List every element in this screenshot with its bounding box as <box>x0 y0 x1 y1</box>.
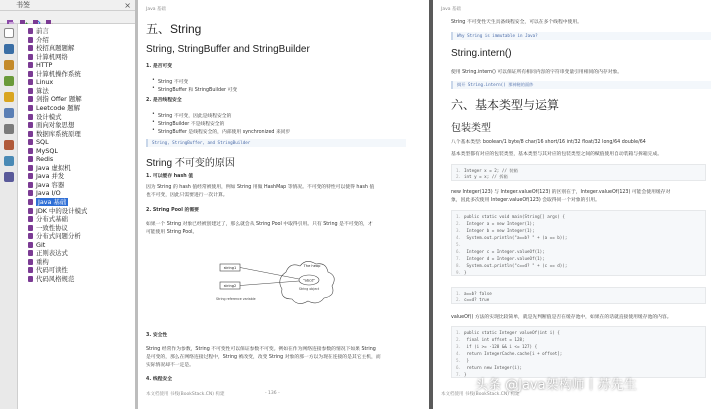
code-line: 3. if (i >= -128 && i <= 127) { <box>456 344 538 349</box>
code-line: 3. Integer b = new Integer(1); <box>456 228 535 233</box>
bookmark-item[interactable] <box>28 130 133 138</box>
bookmark-item[interactable] <box>28 53 133 61</box>
bookmark-item[interactable] <box>28 198 133 206</box>
bookmark-item[interactable] <box>28 164 133 172</box>
layers-icon[interactable] <box>4 60 14 70</box>
bookmark-icon <box>28 225 33 231</box>
bookmark-icon <box>28 156 33 162</box>
bookmark-label: Java 容器 <box>36 180 65 189</box>
string-pool-diagram <box>214 258 349 316</box>
bookmark-label: 代码可读性 <box>36 266 68 275</box>
heap-label: The heap <box>303 264 321 268</box>
bookmark-icon <box>28 28 33 34</box>
page-thumbnails-icon[interactable] <box>4 28 14 38</box>
security-icon[interactable] <box>4 124 14 134</box>
list-item: • StringBuffer 和 StringBuilder 可变 <box>158 86 237 93</box>
tags-icon[interactable] <box>4 156 14 166</box>
paragraph-line: 使用 String.intern() 可以保证所有相同内容的字符串变量引用相同的内存对象。 <box>451 70 623 75</box>
bookmark-label: 计算机操作系统 <box>36 69 81 78</box>
code-line: 4. System.out.println("a==b? " + (a == b)); <box>456 235 568 240</box>
bookmark-item[interactable] <box>28 104 133 112</box>
bookmark-label: SQL <box>36 138 49 147</box>
paragraph-line: new Integer(123) 与 Integer.valueOf(123) 的区别在于，Integer.valueOf(123) 可能会使用缓存对 <box>451 190 671 195</box>
delete-bookmark-icon[interactable] <box>45 13 54 22</box>
signatures-icon[interactable] <box>4 108 14 118</box>
reason-1-heading: 1. 可以缓存 hash 值 <box>146 174 194 179</box>
reference-link[interactable]: Why String is immutable in Java? <box>451 32 711 40</box>
list-item: • StringBuffer 是线程安全的，内部使用 synchronized 来同步 <box>158 128 290 135</box>
close-icon[interactable]: × <box>124 1 131 10</box>
page-137 <box>433 0 720 409</box>
page-136 <box>138 0 429 409</box>
sidebar-title: 书签 <box>16 1 30 9</box>
code-line: 1. Integer x = 2; // 装箱 <box>456 168 518 173</box>
bookmark-tree <box>18 24 135 409</box>
bookmark-item[interactable] <box>28 78 133 86</box>
code-line: 6. return new Integer(i); <box>456 365 522 370</box>
bookmark-item[interactable] <box>28 61 133 69</box>
bookmark-icon <box>28 173 33 179</box>
bookmark-icon <box>28 242 33 248</box>
string-object-caption: String object <box>298 287 320 291</box>
paragraph-line: 可能使用 String Pool。 <box>146 230 198 235</box>
tools-icon[interactable] <box>4 172 14 182</box>
bookmark-item[interactable] <box>28 44 133 52</box>
reference-link[interactable]: String, StringBuffer, and StringBuilder <box>146 139 406 147</box>
bookmark-icon <box>28 199 33 205</box>
bookmark-icon <box>28 250 33 256</box>
bookmark-label: Java I/O <box>36 189 61 198</box>
bookmark-icon <box>28 105 33 111</box>
code-line: 8. System.out.println("c==d? " + (c == d)); <box>456 263 568 268</box>
bookmark-label: 计算机网络 <box>36 52 68 61</box>
bookmark-item[interactable] <box>28 95 133 103</box>
bookmark-label: Redis <box>36 155 54 164</box>
point-2-heading: 2. 是否线程安全 <box>146 98 182 103</box>
sidebar-panel-rail <box>0 24 18 409</box>
bookmark-item[interactable] <box>28 232 133 240</box>
bookmark-label: Linux <box>36 78 54 87</box>
paragraph-line: 因为 String 的 hash 值经常被使用，例如 String 用做 HashMap 等情况。不可变的特性可以使得 hash 值 <box>146 185 375 190</box>
footer-text: 本文档使用 书栈(BookStack.CN) 构建 <box>441 392 520 397</box>
bookmark-item[interactable] <box>28 121 133 129</box>
bookmark-item[interactable] <box>28 147 133 155</box>
point-1-heading: 1. 是否可变 <box>146 64 173 69</box>
code-line: 9. } <box>456 270 467 275</box>
bookmark-label: 重构 <box>36 257 49 266</box>
bookmark-icon <box>28 37 33 43</box>
bookmark-label: 数据库系统原理 <box>36 129 81 138</box>
section-heading: 六、基本类型与运算 <box>451 98 560 112</box>
subsection-heading: 包装类型 <box>451 123 491 134</box>
bookmark-icon <box>28 71 33 77</box>
bookmark-label: 剑指 Offer 题解 <box>36 95 82 104</box>
bookmark-item[interactable] <box>28 258 133 266</box>
bookmark-label: Git <box>36 240 46 249</box>
code-block-main <box>451 210 706 276</box>
paragraph-line: 实际情况却不一定是。 <box>146 363 194 368</box>
bookmark-icon <box>28 259 33 265</box>
code-line: 5. <box>456 242 462 247</box>
paragraph-line: 如果一个 String 对象已经被创建过了，那么就会从 String Pool 中取得引用。只有 String 是不可变的，才 <box>146 222 373 227</box>
bookmark-icon <box>28 276 33 282</box>
code-line: 2. final int offset = 128; <box>456 337 525 342</box>
code-line: 4. return IntegerCache.cache[i + offset]; <box>456 351 563 356</box>
paragraph-line: 基本类型都有对应的包装类型，基本类型与其对应的包装类型之间的赋值使用自动装箱与拆箱完成。 <box>451 152 663 157</box>
bookmark-icon <box>28 267 33 273</box>
bookmark-label: 面向对象思想 <box>36 121 75 130</box>
bookmark-item[interactable] <box>28 138 133 146</box>
paragraph-line: valueOf() 方法的实现比较简单，就是先判断值是否在缓存池中，如果在的话就直接使用缓存池的内容。 <box>451 315 672 320</box>
bookmark-label: Java 基础 <box>38 198 67 206</box>
content-icon[interactable] <box>4 140 14 150</box>
string-object-value: "abcd" <box>302 278 316 283</box>
reference-caption: String reference variable <box>216 297 256 301</box>
new-bookmark-icon[interactable] <box>19 13 28 22</box>
paragraph-line: 八个基本类型: boolean/1 byte/8 char/16 short/16 int/32 float/32 long/64 double/64 <box>451 140 646 145</box>
string2-label: string2 <box>223 284 237 288</box>
bookmark-icon <box>28 131 33 137</box>
bookmark-item[interactable] <box>28 27 133 35</box>
bookmark-icon <box>28 88 33 94</box>
bookmark-label: Leetcode 题解 <box>36 103 81 112</box>
bookmark-icon <box>28 54 33 60</box>
bookmark-item[interactable] <box>28 215 133 223</box>
bookmark-label: Java 并发 <box>36 172 65 181</box>
page-header: Java 基础 <box>146 7 166 12</box>
code-block-valueof <box>451 326 706 378</box>
bookmark-label: 设计模式 <box>36 112 62 121</box>
reference-link[interactable]: 揭开 String.intern() 那神秘的面纱 <box>451 81 711 89</box>
reason-2-heading: 2. String Pool 的需要 <box>146 208 199 213</box>
bookmark-label: 分布式基础 <box>36 215 68 224</box>
code-line: 7. } <box>456 372 467 377</box>
page-number: - 136 - <box>265 391 280 396</box>
bookmark-icon <box>28 165 33 171</box>
bookmark-label: MySQL <box>36 146 58 155</box>
bookmark-item[interactable] <box>28 275 133 283</box>
reason-3-heading: 3. 安全性 <box>146 333 168 338</box>
list-item: • String 不可变 <box>158 78 188 85</box>
bookmark-label: Java 虚拟机 <box>36 163 71 172</box>
page-footer <box>146 391 421 397</box>
reason-4-heading: 4. 线程安全 <box>146 377 173 382</box>
string1-label: string1 <box>223 266 237 270</box>
code-line: 2. Integer a = new Integer(1); <box>456 221 535 226</box>
code-line: 5. } <box>456 358 470 363</box>
bookmark-icon <box>28 45 33 51</box>
bookmark-icon <box>28 96 33 102</box>
bookmark-icon <box>28 148 33 154</box>
code-block-output <box>451 287 706 304</box>
bookmark-label: 前言 <box>36 27 49 35</box>
bookmark-icon <box>28 122 33 128</box>
section-heading: String.intern() <box>451 48 512 59</box>
code-line: 1. a==b? false <box>456 291 492 296</box>
list-item: • StringBuilder 不是线程安全的 <box>158 120 224 127</box>
bookmark-label: HTTP <box>36 61 53 70</box>
bookmark-item[interactable] <box>28 70 133 78</box>
paragraph-line: String 经常作为参数，String 不可变性可以保证参数不可变。例如在作为网络连接参数的情况下如果 String <box>146 347 376 352</box>
bookmark-label: JDK 中的设计模式 <box>36 206 88 215</box>
bookmark-item[interactable] <box>28 155 133 163</box>
comments-icon[interactable] <box>4 92 14 102</box>
paragraph-line: 象，因此多次使用 Integer.valueOf(123) 会取得同一个对象的引用。 <box>451 198 600 203</box>
bookmark-icon <box>28 190 33 196</box>
paragraph-line: 也不可变，因此只需要进行一次计算。 <box>146 193 228 198</box>
bookmark-label: 正则表达式 <box>36 249 68 258</box>
code-line: 2. c==d? true <box>456 297 490 302</box>
bookmark-label: 校招真题题解 <box>36 44 75 53</box>
bookmark-icon <box>28 139 33 145</box>
bookmark-item[interactable] <box>28 87 133 95</box>
footer-text: 本文档使用 书栈(BookStack.CN) 构建 <box>146 392 225 397</box>
bookmark-item[interactable] <box>28 172 133 180</box>
bookmark-item[interactable] <box>28 224 133 232</box>
code-block-boxing <box>451 164 706 181</box>
watermark-text: 头条 @Java架构师丨苏先生 <box>475 378 637 393</box>
page-header: Java 基础 <box>441 7 461 12</box>
bookmark-label: 一致性协议 <box>36 223 68 232</box>
bookmark-item[interactable] <box>28 241 133 249</box>
code-line: 1. public static void main(String[] args) { <box>456 214 565 219</box>
section-heading: String 不可变的原因 <box>146 158 235 169</box>
code-line: 2. int y = x; // 拆箱 <box>456 174 508 179</box>
bookmark-icon <box>28 208 33 214</box>
bookmark-icon <box>28 182 33 188</box>
bookmark-icon <box>28 216 33 222</box>
attachments-icon[interactable] <box>4 76 14 86</box>
bookmark-label: 算法 <box>36 86 49 95</box>
subsection-heading: String, StringBuffer and StringBuilder <box>146 44 310 55</box>
bookmark-item[interactable] <box>28 266 133 274</box>
bookmark-icon <box>28 62 33 68</box>
bookmark-item[interactable] <box>28 36 133 44</box>
bookmark-label: 介绍 <box>36 35 49 44</box>
section-heading: 五、String <box>146 22 202 36</box>
bookmark-icon <box>28 79 33 85</box>
bookmark-item[interactable] <box>28 113 133 121</box>
bookmark-icon <box>28 233 33 239</box>
bookmark-item[interactable] <box>28 189 133 197</box>
bookmark-item[interactable] <box>28 207 133 215</box>
bookmark-label: 代码风格规范 <box>36 274 75 283</box>
sidebar-title-bar <box>0 0 135 11</box>
code-line: 1. public static Integer valueOf(int i) { <box>456 330 560 335</box>
bookmark-label: 分布式问题分析 <box>36 232 81 241</box>
bookmark-item[interactable] <box>28 249 133 257</box>
bookmark-icon <box>28 114 33 120</box>
paragraph-line: 是可变的，那么在网络连接过程中，String 被改变，改变 String 对象的那一方以为现在连接的是其它主机，而 <box>146 355 381 360</box>
expand-bookmark-icon[interactable] <box>32 13 41 22</box>
bookmark-item[interactable] <box>28 181 133 189</box>
code-line: 6. Integer c = Integer.valueOf(1); <box>456 249 545 254</box>
paragraph-line: String 不可变性天生具备线程安全，可以在多个线程中使用。 <box>451 20 582 25</box>
code-line: 7. Integer d = Integer.valueOf(1); <box>456 256 545 261</box>
bookmarks-panel-icon[interactable] <box>4 44 14 54</box>
bookmark-toolbar <box>0 11 135 24</box>
bookmark-options-icon[interactable] <box>6 13 15 22</box>
list-item: • String 不可变，因此是线程安全的 <box>158 112 231 119</box>
